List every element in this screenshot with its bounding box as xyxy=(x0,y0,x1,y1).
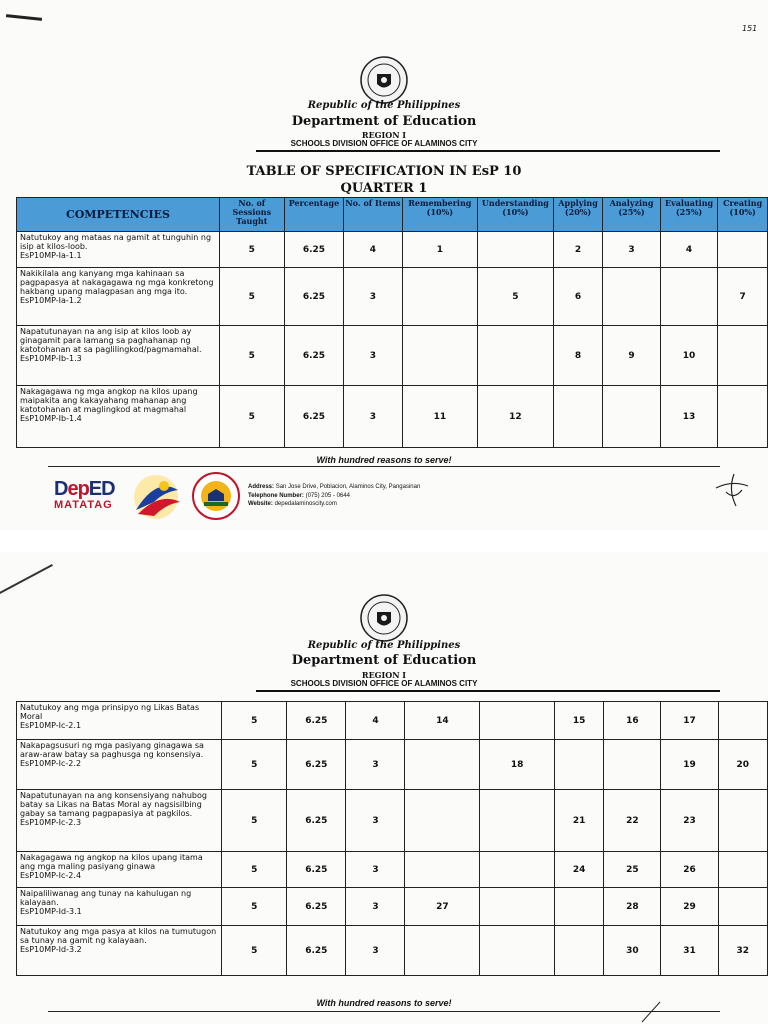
creating-cell xyxy=(718,852,767,888)
understanding-cell: 5 xyxy=(478,268,554,326)
percentage-cell: 6.25 xyxy=(284,232,344,268)
competency-code: EsP10MP-Id-3.1 xyxy=(20,907,82,916)
items-cell: 3 xyxy=(346,888,405,926)
evaluating-cell: 26 xyxy=(661,852,718,888)
sessions-cell: 5 xyxy=(219,326,284,386)
logo-letters-ed: ED xyxy=(88,478,115,500)
applying-cell xyxy=(555,740,604,790)
bagong-pilipinas-logo-icon xyxy=(124,472,188,522)
analyzing-cell: 28 xyxy=(604,888,661,926)
logo-tagline: MATATAG xyxy=(54,499,113,511)
republic-heading: Republic of the Philippines xyxy=(307,640,461,651)
remembering-cell xyxy=(405,790,480,852)
understanding-cell xyxy=(480,926,555,976)
remembering-cell xyxy=(405,926,480,976)
col-evaluating: Evaluating (25%) xyxy=(660,198,718,232)
competency-cell xyxy=(17,888,222,926)
percentage-cell: 6.25 xyxy=(287,888,346,926)
applying-cell: 2 xyxy=(553,232,603,268)
sessions-cell: 5 xyxy=(222,926,287,976)
competency-text: Natutukoy ang mataas na gamit at tunguhin ng isip at kilos-loob. xyxy=(20,233,212,251)
creating-cell xyxy=(718,702,767,740)
table-row xyxy=(17,232,768,268)
sessions-cell: 5 xyxy=(222,740,287,790)
phone-label: Telephone Number: xyxy=(248,492,304,499)
competency-text: Napatutunayan na ang konsensiyang nahubog batay sa Likas na Batas Moral ay nagsisilbing gabay sa tamang pagpapasiya at pagkilos. xyxy=(20,791,207,818)
percentage-cell: 6.25 xyxy=(287,702,346,740)
evaluating-cell: 13 xyxy=(660,386,718,448)
quarter-title: QUARTER 1 xyxy=(340,181,428,196)
sessions-cell: 5 xyxy=(222,852,287,888)
motto: With hundred reasons to serve! xyxy=(316,455,452,465)
competency-code: EsP10MP-Id-3.2 xyxy=(20,945,82,954)
col-items: No. of Items xyxy=(344,198,402,232)
percentage-cell: 6.25 xyxy=(287,790,346,852)
creating-cell xyxy=(718,386,768,448)
competency-text: Nakagagawa ng angkop na kilos upang itama ang mga maling pasiyang ginawa xyxy=(20,853,203,871)
competency-code: EsP10MP-Ia-1.2 xyxy=(20,296,82,305)
signature-mark-icon xyxy=(712,470,752,510)
percentage-cell: 6.25 xyxy=(287,926,346,976)
items-cell: 3 xyxy=(344,268,402,326)
percentage-cell: 6.25 xyxy=(287,740,346,790)
deped-seal-icon xyxy=(360,594,408,642)
website-label: Website: xyxy=(248,501,273,507)
competency-cell xyxy=(17,232,220,268)
table-row xyxy=(17,852,768,888)
percentage-cell: 6.25 xyxy=(284,386,344,448)
logo-letters-ep: ep xyxy=(67,478,89,500)
footer-rule xyxy=(48,1011,720,1012)
table-row xyxy=(17,926,768,976)
competency-cell xyxy=(17,268,220,326)
remembering-cell: 1 xyxy=(402,232,477,268)
applying-cell: 24 xyxy=(555,852,604,888)
specification-table-page-1 xyxy=(16,197,768,448)
competency-text: Nakikilala ang kanyang mga kahinaan sa pagpapasya at nakagagawa ng mga konkretong hakbang upang malagpasan ang mga ito. xyxy=(20,269,214,296)
table-row xyxy=(17,268,768,326)
col-analyzing: Analyzing (25%) xyxy=(603,198,660,232)
competency-text: Natutukoy ang mga prinsipyo ng Likas Batas Moral xyxy=(20,703,200,721)
header-rule xyxy=(256,690,720,692)
sessions-cell: 5 xyxy=(222,790,287,852)
division-heading: SCHOOLS DIVISION OFFICE OF ALAMINOS CITY xyxy=(290,139,478,148)
evaluating-cell: 17 xyxy=(661,702,718,740)
margin-note: 151 xyxy=(742,24,758,33)
deped-logo xyxy=(54,478,115,511)
region-heading: REGION I xyxy=(361,130,407,140)
motto: With hundred reasons to serve! xyxy=(316,998,452,1008)
col-understanding: Understanding (10%) xyxy=(478,198,554,232)
understanding-cell: 18 xyxy=(480,740,555,790)
sessions-cell: 5 xyxy=(219,232,284,268)
department-heading: Department of Education xyxy=(291,653,477,668)
table-row xyxy=(17,888,768,926)
table-row xyxy=(17,740,768,790)
remembering-cell: 14 xyxy=(405,702,480,740)
sessions-cell: 5 xyxy=(219,268,284,326)
specification-table-page-2 xyxy=(16,701,768,976)
analyzing-cell: 9 xyxy=(603,326,660,386)
evaluating-cell: 31 xyxy=(661,926,718,976)
table-row xyxy=(17,326,768,386)
department-heading: Department of Education xyxy=(291,114,477,129)
applying-cell: 21 xyxy=(555,790,604,852)
col-sessions: No. of Sessions Taught xyxy=(219,198,284,232)
region-heading: REGION I xyxy=(361,670,407,680)
competency-code: EsP10MP-Ia-1.1 xyxy=(20,251,82,260)
items-cell: 3 xyxy=(346,852,405,888)
understanding-cell xyxy=(478,326,554,386)
understanding-cell xyxy=(480,790,555,852)
applying-cell xyxy=(553,386,603,448)
page-gap xyxy=(0,530,768,552)
creating-cell: 20 xyxy=(718,740,767,790)
table-row xyxy=(17,790,768,852)
understanding-cell xyxy=(480,852,555,888)
understanding-cell xyxy=(480,702,555,740)
republic-heading: Republic of the Philippines xyxy=(307,100,461,111)
items-cell: 3 xyxy=(344,326,402,386)
items-cell: 3 xyxy=(346,740,405,790)
understanding-cell: 12 xyxy=(478,386,554,448)
percentage-cell: 6.25 xyxy=(287,852,346,888)
competency-cell xyxy=(17,790,222,852)
evaluating-cell: 4 xyxy=(660,232,718,268)
address-value: San Jose Drive, Poblacion, Alaminos City, Pangasinan xyxy=(275,484,421,490)
document-page-2 xyxy=(0,552,768,1024)
analyzing-cell xyxy=(603,386,660,448)
website-value: depedalaminoscity.com xyxy=(274,501,337,507)
address-label: Address: xyxy=(248,484,275,490)
header-rule xyxy=(256,150,720,152)
competency-code: EsP10MP-Ic-2.1 xyxy=(20,721,82,730)
analyzing-cell: 16 xyxy=(604,702,661,740)
col-applying: Applying (20%) xyxy=(553,198,603,232)
understanding-cell xyxy=(478,232,554,268)
table-row xyxy=(17,702,768,740)
evaluating-cell xyxy=(660,268,718,326)
remembering-cell: 27 xyxy=(405,888,480,926)
deped-seal-icon xyxy=(360,56,408,104)
creating-cell xyxy=(718,790,767,852)
table-header-row xyxy=(17,198,768,232)
competency-code: EsP10MP-Ib-1.3 xyxy=(20,354,82,363)
items-cell: 4 xyxy=(344,232,402,268)
evaluating-cell: 10 xyxy=(660,326,718,386)
sessions-cell: 5 xyxy=(222,888,287,926)
remembering-cell xyxy=(402,268,477,326)
creating-cell xyxy=(718,232,768,268)
percentage-cell: 6.25 xyxy=(284,326,344,386)
analyzing-cell: 22 xyxy=(604,790,661,852)
evaluating-cell: 19 xyxy=(661,740,718,790)
competency-text: Nakapagsusuri ng mga pasiyang ginagawa sa araw-araw batay sa paghusga ng konsensiya. xyxy=(20,741,204,759)
col-remembering: Remembering (10%) xyxy=(402,198,477,232)
competency-cell xyxy=(17,326,220,386)
contact-block xyxy=(248,483,420,509)
items-cell: 3 xyxy=(346,926,405,976)
items-cell: 3 xyxy=(344,386,402,448)
competency-text: Naipaliliwanag ang tunay na kahulugan ng kalayaan. xyxy=(20,889,192,907)
division-seal-icon xyxy=(192,472,240,520)
division-heading: SCHOOLS DIVISION OFFICE OF ALAMINOS CITY xyxy=(290,679,478,688)
phone-value: (075) 205 - 0644 xyxy=(305,492,350,499)
competency-text: Napatutunayan na ang isip at kilos loob ay ginagamit para lamang sa paghahanap ng katotohanan at sa paglilingkod/pagmamahal. xyxy=(20,327,202,354)
pen-stroke-left xyxy=(0,564,53,594)
remembering-cell: 11 xyxy=(402,386,477,448)
remembering-cell xyxy=(402,326,477,386)
competency-code: EsP10MP-Ic-2.3 xyxy=(20,818,82,827)
creating-cell: 7 xyxy=(718,268,768,326)
creating-cell xyxy=(718,326,768,386)
competency-code: EsP10MP-Ic-2.2 xyxy=(20,759,82,768)
col-creating: Creating (10%) xyxy=(718,198,768,232)
footer-rule xyxy=(48,466,720,467)
evaluating-cell: 29 xyxy=(661,888,718,926)
applying-cell xyxy=(555,888,604,926)
evaluating-cell: 23 xyxy=(661,790,718,852)
items-cell: 4 xyxy=(346,702,405,740)
analyzing-cell: 3 xyxy=(603,232,660,268)
competency-cell xyxy=(17,702,222,740)
applying-cell xyxy=(555,926,604,976)
competency-text: Natutukoy ang mga pasya at kilos na tumutugon sa tunay na gamit ng kalayaan. xyxy=(20,927,217,945)
col-percentage: Percentage xyxy=(284,198,344,232)
sessions-cell: 5 xyxy=(219,386,284,448)
understanding-cell xyxy=(480,888,555,926)
creating-cell xyxy=(718,888,767,926)
logo-letter: D xyxy=(54,478,68,500)
pen-stroke-top-left xyxy=(6,14,42,21)
competency-cell xyxy=(17,926,222,976)
competency-cell xyxy=(17,740,222,790)
competency-cell xyxy=(17,852,222,888)
col-competencies: COMPETENCIES xyxy=(17,198,220,232)
remembering-cell xyxy=(405,740,480,790)
items-cell: 3 xyxy=(346,790,405,852)
creating-cell: 32 xyxy=(718,926,767,976)
pen-stroke-mark xyxy=(640,998,664,1024)
analyzing-cell: 25 xyxy=(604,852,661,888)
analyzing-cell: 30 xyxy=(604,926,661,976)
analyzing-cell xyxy=(603,268,660,326)
applying-cell: 6 xyxy=(553,268,603,326)
competency-code: EsP10MP-Ib-1.4 xyxy=(20,414,82,423)
percentage-cell: 6.25 xyxy=(284,268,344,326)
competency-cell xyxy=(17,386,220,448)
table-title: TABLE OF SPECIFICATION IN EsP 10 xyxy=(246,164,522,179)
table-row xyxy=(17,386,768,448)
competency-code: EsP10MP-Ic-2.4 xyxy=(20,871,82,880)
remembering-cell xyxy=(405,852,480,888)
sessions-cell: 5 xyxy=(222,702,287,740)
applying-cell: 15 xyxy=(555,702,604,740)
competency-text: Nakagagawa ng mga angkop na kilos upang maipakita ang kakayahang mahanap ang katotohanan at maglingkod at magmahal xyxy=(20,387,198,414)
analyzing-cell xyxy=(604,740,661,790)
applying-cell: 8 xyxy=(553,326,603,386)
